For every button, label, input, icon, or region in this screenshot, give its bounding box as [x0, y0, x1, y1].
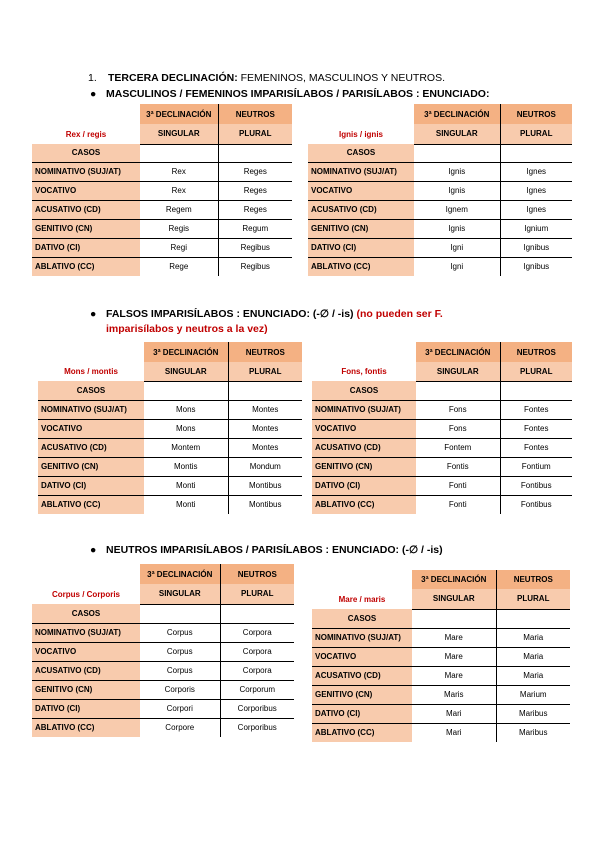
table-row: [312, 476, 572, 495]
table-row: [312, 647, 570, 666]
bullet-text: MASCULINOS / FEMENINOS IMPARISÍLABOS / PARISÍLABOS : ENUNCIADO:: [106, 88, 490, 100]
empty-cell: [414, 144, 500, 162]
singular-form: Fontis: [416, 457, 500, 476]
table-row: [32, 238, 292, 257]
case-name: NOMINATIVO (SUJ/AT): [308, 162, 414, 181]
empty-cell: [412, 609, 496, 628]
plural-header: PLURAL: [218, 124, 292, 144]
plural-header: PLURAL: [228, 362, 302, 381]
neutros-header: NEUTROS: [228, 342, 302, 362]
singular-header: SINGULAR: [412, 589, 496, 609]
table-row: [38, 400, 302, 419]
case-name: NOMINATIVO (SUJ/AT): [312, 400, 416, 419]
case-name: NOMINATIVO (SUJ/AT): [32, 162, 140, 181]
table-row: [32, 181, 292, 200]
plural-header: PLURAL: [220, 584, 294, 604]
table-header-row: [308, 104, 572, 124]
plural-header: PLURAL: [500, 124, 572, 144]
case-name: ACUSATIVO (CD): [32, 200, 140, 219]
table-row: [312, 723, 570, 742]
empty-cell: [32, 564, 140, 584]
singular-form: Mons: [144, 419, 228, 438]
case-name: ABLATIVO (CC): [32, 257, 140, 276]
table-subheader-row: [32, 124, 292, 144]
singular-form: Mari: [412, 704, 496, 723]
plural-form: Montes: [228, 400, 302, 419]
lemma-label: Mons / montis: [38, 362, 144, 381]
case-name: VOCATIVO: [32, 642, 140, 661]
plural-form: Ignes: [500, 200, 572, 219]
table-header-row: [38, 342, 302, 362]
bullet-note-continuation: [106, 323, 268, 335]
table-row: [312, 457, 572, 476]
plural-form: Corpora: [220, 623, 294, 642]
table-row: [32, 661, 294, 680]
table-row: [32, 162, 292, 181]
case-name: VOCATIVO: [312, 419, 416, 438]
plural-form: Montes: [228, 419, 302, 438]
table-header-row: [32, 104, 292, 124]
plural-form: Maribus: [496, 704, 570, 723]
singular-form: Montis: [144, 457, 228, 476]
plural-form: Montibus: [228, 495, 302, 514]
casos-row: [308, 144, 572, 162]
casos-row: [32, 144, 292, 162]
case-name: ACUSATIVO (CD): [38, 438, 144, 457]
table-header-row: [312, 342, 572, 362]
plural-form: Fontibus: [500, 476, 572, 495]
bullet-dot: ●: [90, 88, 97, 100]
singular-form: Ignem: [414, 200, 500, 219]
plural-form: Montibus: [228, 476, 302, 495]
singular-form: Corpus: [140, 623, 220, 642]
casos-header: CASOS: [32, 604, 140, 623]
table-row: [308, 257, 572, 276]
case-name: ABLATIVO (CC): [308, 257, 414, 276]
singular-form: Fontem: [416, 438, 500, 457]
plural-form: Reges: [218, 200, 292, 219]
declension-header: 3ª DECLINACIÓN: [412, 570, 496, 589]
case-name: DATIVO (CI): [308, 238, 414, 257]
singular-form: Fonti: [416, 476, 500, 495]
empty-cell: [140, 604, 220, 623]
table-row: [32, 257, 292, 276]
casos-header: CASOS: [38, 381, 144, 400]
case-name: ACUSATIVO (CD): [308, 200, 414, 219]
neutros-header: NEUTROS: [500, 104, 572, 124]
case-name: GENITIVO (CN): [312, 685, 412, 704]
plural-form: Fontibus: [500, 495, 572, 514]
plural-form: Maria: [496, 628, 570, 647]
case-name: VOCATIVO: [38, 419, 144, 438]
empty-cell: [312, 570, 412, 589]
table-header-row: [32, 564, 294, 584]
case-name: GENITIVO (CN): [38, 457, 144, 476]
singular-form: Igni: [414, 238, 500, 257]
singular-form: Mons: [144, 400, 228, 419]
declension-table-fons: [312, 342, 572, 514]
empty-cell: [144, 381, 228, 400]
case-name: DATIVO (CI): [312, 476, 416, 495]
table-row: [312, 400, 572, 419]
case-name: NOMINATIVO (SUJ/AT): [38, 400, 144, 419]
case-name: DATIVO (CI): [312, 704, 412, 723]
table-row: [32, 699, 294, 718]
singular-form: Fonti: [416, 495, 500, 514]
case-name: NOMINATIVO (SUJ/AT): [312, 628, 412, 647]
declension-header: 3ª DECLINACIÓN: [140, 564, 220, 584]
singular-header: SINGULAR: [144, 362, 228, 381]
table-row: [38, 495, 302, 514]
empty-cell: [308, 104, 414, 124]
bullet-masculinos-femeninos: [90, 88, 489, 100]
empty-cell: [38, 342, 144, 362]
declension-table-mons: [38, 342, 302, 514]
case-name: VOCATIVO: [308, 181, 414, 200]
heading-bold: TERCERA DECLINACIÓN:: [108, 72, 238, 84]
casos-header: CASOS: [308, 144, 414, 162]
case-name: ACUSATIVO (CD): [312, 666, 412, 685]
singular-form: Monti: [144, 495, 228, 514]
case-name: ACUSATIVO (CD): [312, 438, 416, 457]
bullet-text: FALSOS IMPARISÍLABOS : ENUNCIADO: (-∅ / -is): [106, 308, 354, 320]
plural-form: Ignibus: [500, 257, 572, 276]
table-row: [38, 438, 302, 457]
singular-form: Mare: [412, 628, 496, 647]
lemma-label: Mare / maris: [312, 589, 412, 609]
plural-form: Corpora: [220, 661, 294, 680]
plural-form: Ignibus: [500, 238, 572, 257]
casos-row: [32, 604, 294, 623]
bullet-note-line1: (no pueden ser F.: [356, 308, 443, 320]
empty-cell: [500, 381, 572, 400]
plural-form: Regibus: [218, 257, 292, 276]
plural-form: Reges: [218, 162, 292, 181]
singular-form: Rege: [140, 257, 218, 276]
table-row: [32, 680, 294, 699]
empty-cell: [228, 381, 302, 400]
casos-row: [312, 609, 570, 628]
neutros-header: NEUTROS: [218, 104, 292, 124]
singular-form: Maris: [412, 685, 496, 704]
singular-header: SINGULAR: [140, 584, 220, 604]
table-row: [38, 457, 302, 476]
plural-form: Reges: [218, 181, 292, 200]
table-subheader-row: [312, 589, 570, 609]
declension-table-corpus: [32, 564, 294, 737]
singular-form: Ignis: [414, 219, 500, 238]
table-row: [38, 419, 302, 438]
casos-header: CASOS: [312, 609, 412, 628]
plural-form: Montes: [228, 438, 302, 457]
plural-form: Marium: [496, 685, 570, 704]
empty-cell: [140, 144, 218, 162]
declension-table-mare: [312, 570, 570, 742]
table-row: [308, 200, 572, 219]
table-row: [38, 476, 302, 495]
plural-form: Regum: [218, 219, 292, 238]
case-name: GENITIVO (CN): [32, 680, 140, 699]
plural-form: Corporum: [220, 680, 294, 699]
case-name: GENITIVO (CN): [32, 219, 140, 238]
singular-form: Mare: [412, 647, 496, 666]
table-row: [308, 219, 572, 238]
empty-cell: [220, 604, 294, 623]
table-row: [32, 642, 294, 661]
singular-header: SINGULAR: [140, 124, 218, 144]
lemma-label: Rex / regis: [32, 124, 140, 144]
singular-form: Ignis: [414, 162, 500, 181]
bullet-dot: ●: [90, 544, 97, 556]
bullet-text: NEUTROS IMPARISÍLABOS / PARISÍLABOS : ENUNCIADO: (-∅ / -is): [106, 544, 443, 556]
plural-form: Ignium: [500, 219, 572, 238]
declension-header: 3ª DECLINACIÓN: [144, 342, 228, 362]
heading-tercera-declinacion: [88, 72, 445, 84]
empty-cell: [218, 144, 292, 162]
plural-form: Fontium: [500, 457, 572, 476]
empty-cell: [500, 144, 572, 162]
declension-header: 3ª DECLINACIÓN: [416, 342, 500, 362]
table-row: [312, 628, 570, 647]
singular-form: Ignis: [414, 181, 500, 200]
heading-number: 1.: [88, 72, 97, 84]
case-name: ABLATIVO (CC): [312, 723, 412, 742]
table-row: [32, 200, 292, 219]
singular-form: Rex: [140, 181, 218, 200]
neutros-header: NEUTROS: [220, 564, 294, 584]
plural-form: Ignes: [500, 181, 572, 200]
singular-form: Mari: [412, 723, 496, 742]
table-row: [312, 419, 572, 438]
table-row: [308, 238, 572, 257]
case-name: DATIVO (CI): [32, 699, 140, 718]
plural-form: Mondum: [228, 457, 302, 476]
casos-row: [38, 381, 302, 400]
case-name: GENITIVO (CN): [308, 219, 414, 238]
table-subheader-row: [312, 362, 572, 381]
singular-form: Corpus: [140, 642, 220, 661]
declension-table-rex: [32, 104, 292, 276]
empty-cell: [312, 342, 416, 362]
case-name: DATIVO (CI): [38, 476, 144, 495]
table-subheader-row: [308, 124, 572, 144]
case-name: GENITIVO (CN): [312, 457, 416, 476]
table-subheader-row: [32, 584, 294, 604]
singular-form: Corporis: [140, 680, 220, 699]
case-name: DATIVO (CI): [32, 238, 140, 257]
singular-form: Corpus: [140, 661, 220, 680]
singular-form: Mare: [412, 666, 496, 685]
plural-form: Corporibus: [220, 699, 294, 718]
table-row: [308, 181, 572, 200]
heading-rest: FEMENINOS, MASCULINOS Y NEUTROS.: [237, 72, 446, 84]
bullet-neutros: [90, 544, 443, 556]
table-row: [32, 623, 294, 642]
singular-form: Corpore: [140, 718, 220, 737]
declension-table-ignis: [308, 104, 572, 276]
plural-header: PLURAL: [500, 362, 572, 381]
bullet-dot: ●: [90, 308, 97, 320]
case-name: ABLATIVO (CC): [312, 495, 416, 514]
singular-form: Igni: [414, 257, 500, 276]
neutros-header: NEUTROS: [500, 342, 572, 362]
singular-form: Monti: [144, 476, 228, 495]
casos-header: CASOS: [32, 144, 140, 162]
lemma-label: Ignis / ignis: [308, 124, 414, 144]
table-row: [32, 718, 294, 737]
singular-form: Fons: [416, 419, 500, 438]
bullet-note-line2: imparisílabos y neutros a la vez): [106, 323, 268, 335]
lemma-label: Corpus / Corporis: [32, 584, 140, 604]
plural-form: Maria: [496, 647, 570, 666]
singular-form: Fons: [416, 400, 500, 419]
case-name: VOCATIVO: [32, 181, 140, 200]
declension-header: 3ª DECLINACIÓN: [140, 104, 218, 124]
case-name: NOMINATIVO (SUJ/AT): [32, 623, 140, 642]
plural-form: Fontes: [500, 438, 572, 457]
table-row: [312, 666, 570, 685]
singular-form: Rex: [140, 162, 218, 181]
table-row: [312, 685, 570, 704]
casos-row: [312, 381, 572, 400]
plural-form: Fontes: [500, 400, 572, 419]
case-name: ACUSATIVO (CD): [32, 661, 140, 680]
table-subheader-row: [38, 362, 302, 381]
case-name: ABLATIVO (CC): [32, 718, 140, 737]
singular-form: Corpori: [140, 699, 220, 718]
plural-form: Maria: [496, 666, 570, 685]
empty-cell: [416, 381, 500, 400]
neutros-header: NEUTROS: [496, 570, 570, 589]
plural-form: Maribus: [496, 723, 570, 742]
singular-header: SINGULAR: [414, 124, 500, 144]
plural-form: Ignes: [500, 162, 572, 181]
singular-form: Regem: [140, 200, 218, 219]
case-name: VOCATIVO: [312, 647, 412, 666]
plural-form: Fontes: [500, 419, 572, 438]
table-row: [312, 438, 572, 457]
table-row: [308, 162, 572, 181]
singular-form: Regi: [140, 238, 218, 257]
casos-header: CASOS: [312, 381, 416, 400]
table-row: [32, 219, 292, 238]
case-name: ABLATIVO (CC): [38, 495, 144, 514]
plural-form: Corporibus: [220, 718, 294, 737]
table-row: [312, 495, 572, 514]
plural-form: Regibus: [218, 238, 292, 257]
singular-header: SINGULAR: [416, 362, 500, 381]
table-header-row: [312, 570, 570, 589]
empty-cell: [32, 104, 140, 124]
singular-form: Regis: [140, 219, 218, 238]
empty-cell: [496, 609, 570, 628]
bullet-falsos-imparisilabos: [90, 308, 443, 320]
singular-form: Montem: [144, 438, 228, 457]
declension-header: 3ª DECLINACIÓN: [414, 104, 500, 124]
plural-form: Corpora: [220, 642, 294, 661]
lemma-label: Fons, fontis: [312, 362, 416, 381]
plural-header: PLURAL: [496, 589, 570, 609]
table-row: [312, 704, 570, 723]
